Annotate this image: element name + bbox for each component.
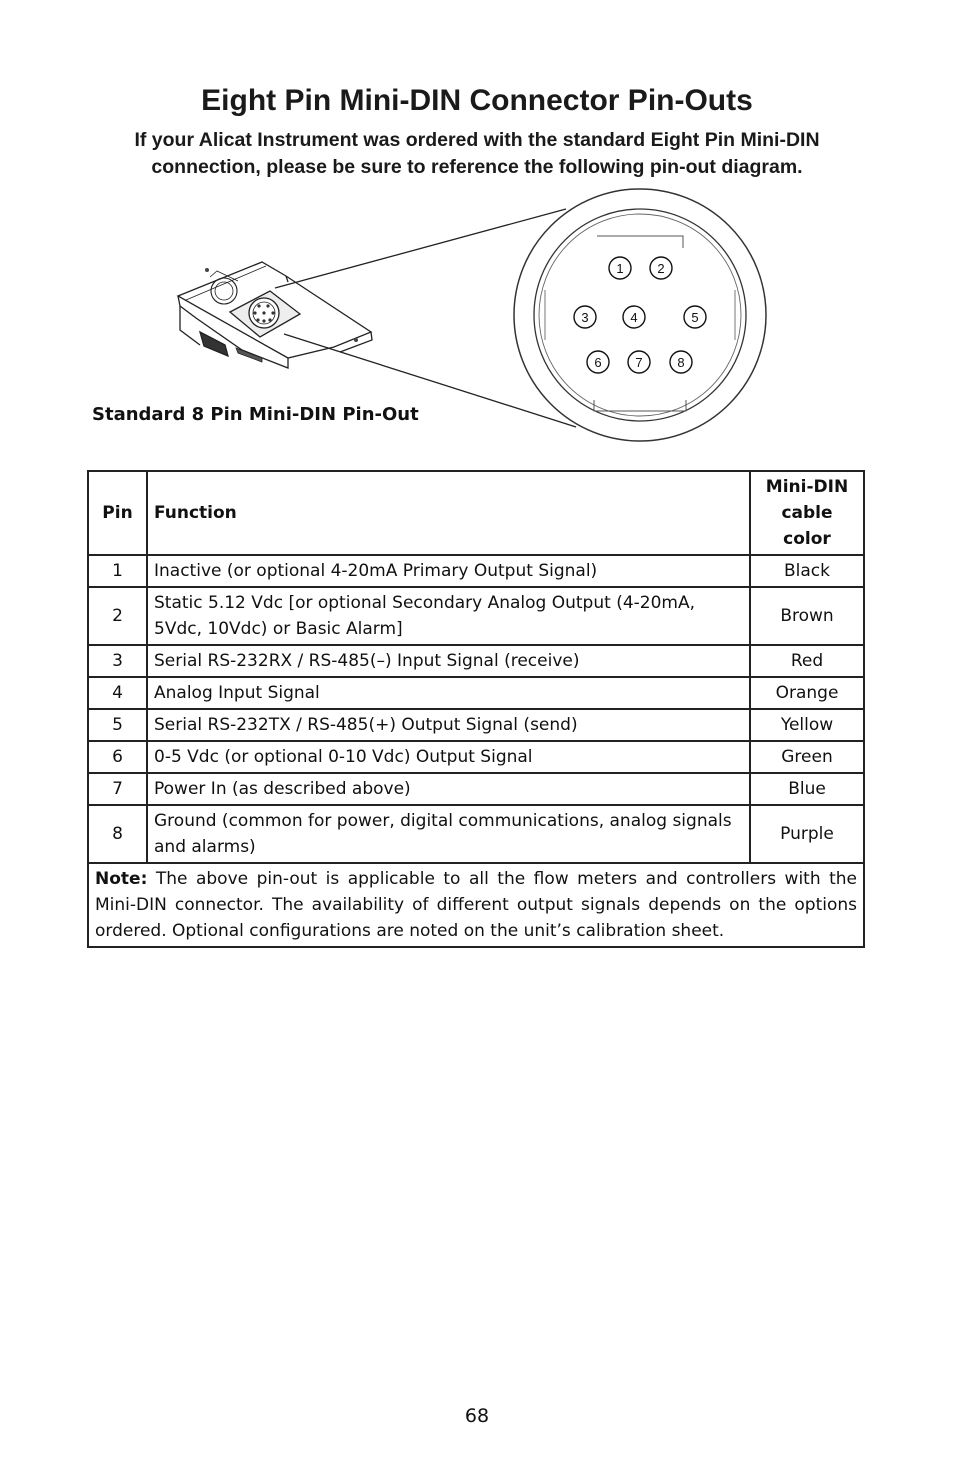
function-cell: Ground (common for power, digital communications, analog signals and alarms)	[147, 805, 750, 863]
color-cell: Yellow	[750, 709, 864, 741]
subtitle-line-2: connection, please be sure to reference the following pin-out diagram.	[151, 156, 803, 178]
pin-cell: 7	[88, 773, 147, 805]
svg-text:7: 7	[635, 355, 643, 370]
pin-3	[574, 306, 596, 328]
color-cell: Brown	[750, 587, 864, 645]
color-cell: Purple	[750, 805, 864, 863]
header-cable-color-line-2: cable color	[781, 503, 833, 549]
header-cable-color	[750, 471, 864, 555]
page-subtitle	[60, 127, 894, 181]
table-row	[88, 741, 864, 773]
pin-1	[609, 257, 631, 279]
subtitle-line-1: If your Alicat Instrument was ordered with the standard Eight Pin Mini-DIN	[134, 129, 820, 151]
table-row	[88, 773, 864, 805]
pin-cell: 2	[88, 587, 147, 645]
header-function: Function	[147, 471, 750, 555]
pinout-table	[87, 470, 865, 948]
pin-8	[670, 351, 692, 373]
svg-text:8: 8	[677, 355, 685, 370]
svg-text:4: 4	[630, 310, 638, 325]
page-title: Eight Pin Mini-DIN Connector Pin-Outs	[201, 84, 753, 117]
color-cell: Orange	[750, 677, 864, 709]
pin-5	[684, 306, 706, 328]
svg-text:2: 2	[657, 261, 665, 276]
pin-2	[650, 257, 672, 279]
pin-cell: 3	[88, 645, 147, 677]
table-header-row	[88, 471, 864, 555]
svg-text:1: 1	[616, 261, 624, 276]
pin-cell: 5	[88, 709, 147, 741]
function-cell: Power In (as described above)	[147, 773, 750, 805]
function-cell: Serial RS-232TX / RS-485(+) Output Signal (send)	[147, 709, 750, 741]
pin-cell: 8	[88, 805, 147, 863]
diagram-caption: Standard 8 Pin Mini-DIN Pin-Out	[92, 404, 419, 425]
function-cell: Analog Input Signal	[147, 677, 750, 709]
color-cell: Blue	[750, 773, 864, 805]
svg-text:3: 3	[581, 310, 589, 325]
note-text: The above pin-out is applicable to all the flow meters and controllers with the Mini-DIN connector. The availability of different output signals depends on the options ordered. Optional configurations are noted on the unit’s calibration sheet.	[95, 869, 858, 941]
function-cell: Inactive (or optional 4-20mA Primary Output Signal)	[147, 555, 750, 587]
function-cell: Serial RS-232RX / RS-485(–) Input Signal (receive)	[147, 645, 750, 677]
note-label: Note:	[95, 869, 148, 889]
color-cell: Green	[750, 741, 864, 773]
table-row	[88, 805, 864, 863]
table-row	[88, 587, 864, 645]
header-cable-color-line-1: Mini-DIN	[765, 477, 849, 497]
pin-cell: 6	[88, 741, 147, 773]
color-cell: Black	[750, 555, 864, 587]
pin-cell: 1	[88, 555, 147, 587]
table-row	[88, 645, 864, 677]
svg-text:5: 5	[691, 310, 699, 325]
page-number: 68	[464, 1405, 490, 1427]
svg-text:6: 6	[594, 355, 602, 370]
pin-6	[587, 351, 609, 373]
table-note	[88, 863, 864, 947]
table-row	[88, 677, 864, 709]
function-cell: Static 5.12 Vdc [or optional Secondary Analog Output (4-20mA, 5Vdc, 10Vdc) or Basic Alarm]	[147, 587, 750, 645]
color-cell: Red	[750, 645, 864, 677]
table-note-row	[88, 863, 864, 947]
pin-cell: 4	[88, 677, 147, 709]
header-pin: Pin	[88, 471, 147, 555]
pin-7	[628, 351, 650, 373]
function-cell: 0-5 Vdc (or optional 0-10 Vdc) Output Signal	[147, 741, 750, 773]
table-row	[88, 555, 864, 587]
table-row	[88, 709, 864, 741]
pin-4	[623, 306, 645, 328]
